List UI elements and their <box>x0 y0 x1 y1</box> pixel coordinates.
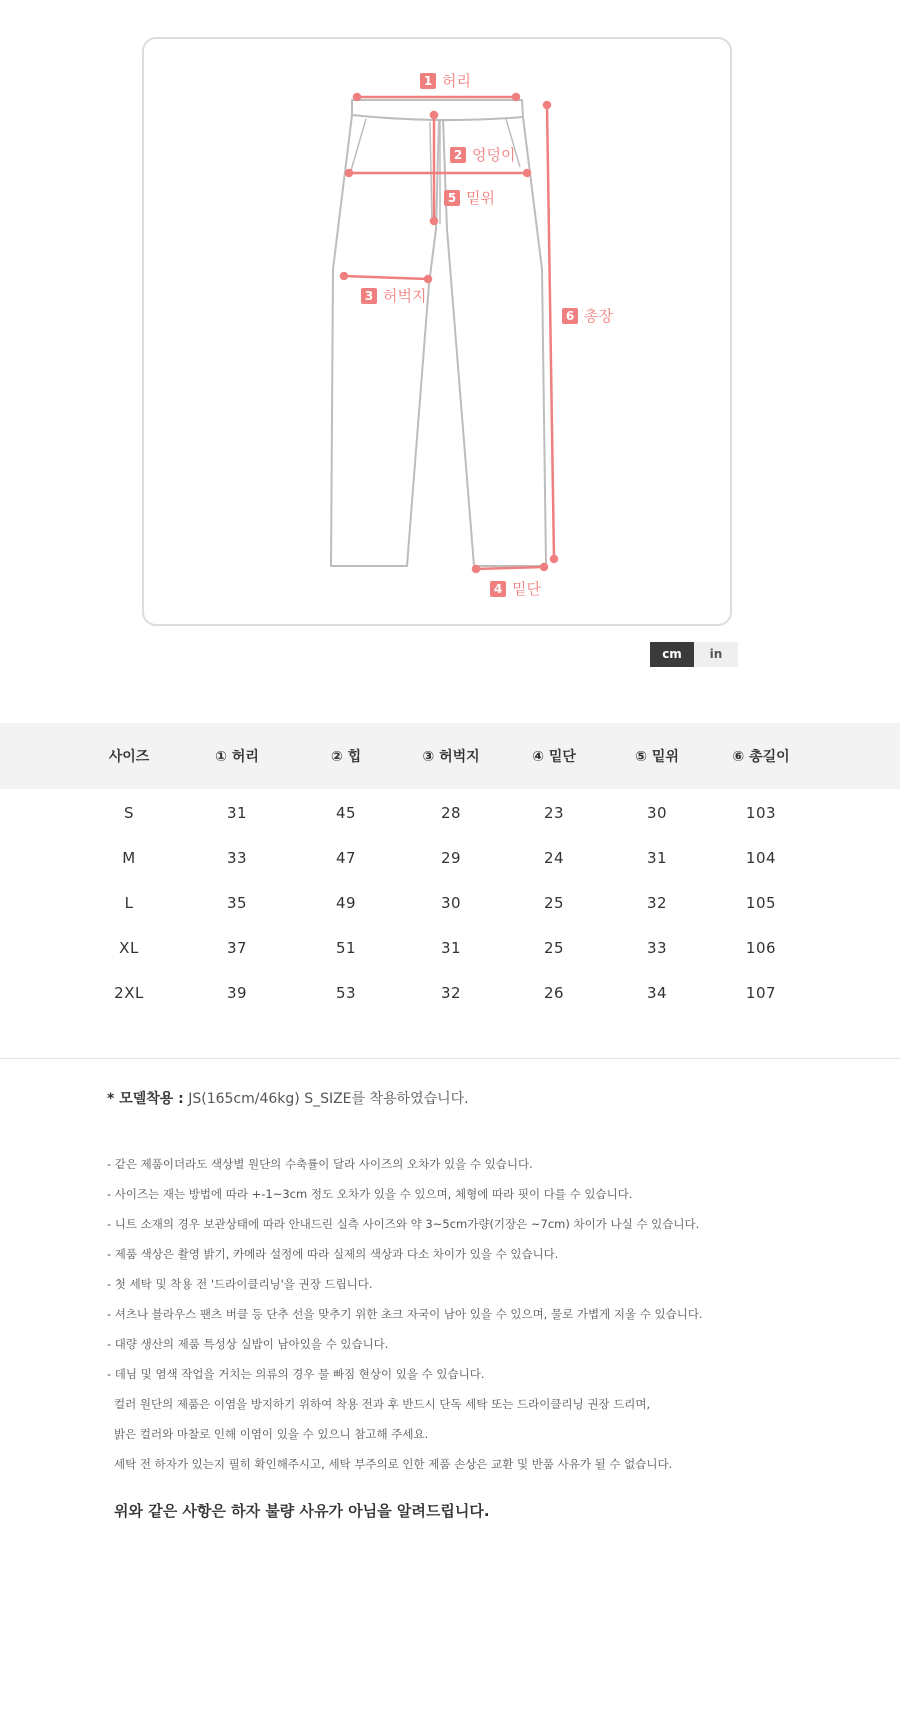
table-cell: S <box>123 804 135 822</box>
model-text: JS(165cm/46kg) S_SIZE를 착용하였습니다. <box>183 1091 469 1107</box>
table-cell: 104 <box>745 849 777 867</box>
header-waist: ① 허리 <box>215 749 259 765</box>
header-hip: ② 힙 <box>330 749 362 765</box>
table-cell: 32 <box>646 894 668 912</box>
table-cell: 31 <box>440 939 462 957</box>
note-line: - 데님 및 염색 작업을 거치는 의류의 경우 물 빠짐 현상이 있을 수 있습니다. <box>107 1367 485 1381</box>
label-text: 밑단 <box>512 580 541 598</box>
table-cell: 53 <box>335 984 357 1002</box>
label-number: 6 <box>562 308 578 324</box>
table-cell: 34 <box>646 984 668 1002</box>
table-cell: 35 <box>226 894 248 912</box>
rise-label <box>444 187 495 208</box>
measure-dot <box>341 273 347 279</box>
table-row <box>0 882 900 927</box>
model-label: * 모델착용 : <box>107 1091 184 1107</box>
table-cell: 37 <box>226 939 248 957</box>
label-number: 5 <box>444 190 460 206</box>
size-table-header <box>0 723 900 789</box>
right-leg-outline <box>443 117 546 566</box>
table-cell: 45 <box>335 804 357 822</box>
table-cell: 28 <box>440 804 462 822</box>
note-line: - 제품 색상은 촬영 밝기, 카메라 설정에 따라 실제의 색상과 다소 차이가 있을 수 있습니다. <box>107 1247 559 1261</box>
waist-label <box>420 70 471 91</box>
measure-dot <box>346 170 352 176</box>
label-text: 밑위 <box>466 189 495 207</box>
table-cell: 106 <box>745 939 777 957</box>
measure-dot <box>431 218 437 224</box>
note-line: 밝은 컬러와 마찰로 인해 이염이 있을 수 있으니 참고해 주세요. <box>114 1427 429 1441</box>
measure-dot <box>551 556 557 562</box>
care-notes <box>107 1149 703 1479</box>
table-cell: 47 <box>335 849 357 867</box>
table-row <box>0 972 900 1017</box>
table-cell: 31 <box>646 849 668 867</box>
table-cell: 33 <box>226 849 248 867</box>
unit-in-button[interactable]: in <box>694 642 738 667</box>
hip-label <box>450 144 515 165</box>
label-number: 2 <box>450 147 466 163</box>
table-cell: 33 <box>646 939 668 957</box>
size-table-body <box>0 792 900 1017</box>
table-cell: 26 <box>543 984 565 1002</box>
note-line: - 같은 제품이더라도 색상별 원단의 수축률이 달라 사이즈의 오차가 있을 수 있습니다. <box>107 1157 533 1171</box>
table-cell: 49 <box>335 894 357 912</box>
note-line: 세탁 전 하자가 있는지 필히 확인해주시고, 세탁 부주의로 인한 제품 손상은 교환 및 반품 사유가 될 수 없습니다. <box>114 1457 673 1471</box>
label-text: 엉덩이 <box>472 146 516 164</box>
measure-dot <box>473 566 479 572</box>
header-size: 사이즈 <box>108 749 150 765</box>
table-cell: 107 <box>745 984 777 1002</box>
note-line: - 셔츠나 블라우스 팬츠 버클 등 단추 선을 맞추기 위한 초크 자국이 남아 있을 수 있으며, 물로 가볍게 지울 수 있습니다. <box>107 1307 703 1321</box>
table-cell: 30 <box>440 894 462 912</box>
thigh-label <box>361 285 426 306</box>
label-number: 4 <box>490 581 506 597</box>
hem-measure-line <box>476 567 544 569</box>
divider <box>0 1058 900 1059</box>
thigh-measure-line <box>344 276 428 279</box>
note-line: - 니트 소재의 경우 보관상태에 따라 안내드린 실측 사이즈와 약 3~5cm가량(기장은 ~7cm) 차이가 나실 수 있습니다. <box>107 1217 700 1231</box>
header-thigh: ③ 허벅지 <box>422 749 480 765</box>
measure-dot <box>524 170 530 176</box>
header-hem: ④ 밑단 <box>532 749 576 765</box>
table-cell: M <box>122 849 136 867</box>
measure-dot <box>541 564 547 570</box>
table-cell: L <box>124 894 134 912</box>
label-text: 총장 <box>584 307 613 325</box>
measure-dot <box>425 276 431 282</box>
label-text: 허벅지 <box>383 287 427 305</box>
length-label <box>562 305 613 326</box>
note-line: - 첫 세탁 및 착용 전 '드라이클리닝'을 권장 드립니다. <box>107 1277 373 1291</box>
note-line: - 사이즈는 재는 방법에 따라 +-1~3cm 정도 오차가 있을 수 있으며, 체형에 따라 핏이 다를 수 있습니다. <box>107 1187 633 1201</box>
header-length: ⑥ 총길이 <box>732 749 790 765</box>
left-leg-outline <box>331 115 439 566</box>
table-row <box>0 837 900 882</box>
measure-dot <box>544 102 550 108</box>
table-cell: 25 <box>543 939 565 957</box>
note-line: - 대량 생산의 제품 특성상 실밥이 남아있을 수 있습니다. <box>107 1337 389 1351</box>
size-diagram <box>142 37 732 626</box>
table-cell: 32 <box>440 984 462 1002</box>
measure-dot <box>354 94 360 100</box>
table-cell: 103 <box>745 804 777 822</box>
model-info <box>107 1088 469 1108</box>
table-cell: 39 <box>226 984 248 1002</box>
table-cell: 30 <box>646 804 668 822</box>
table-cell: 23 <box>543 804 565 822</box>
disclaimer: 위와 같은 사항은 하자 불량 사유가 아님을 알려드립니다. <box>114 1502 490 1520</box>
table-cell: XL <box>119 939 139 957</box>
table-cell: 105 <box>745 894 777 912</box>
hem-label <box>490 578 541 599</box>
measure-dot <box>513 94 519 100</box>
table-cell: 2XL <box>114 984 144 1002</box>
table-cell: 24 <box>543 849 565 867</box>
table-row <box>0 792 900 837</box>
measure-dot <box>431 112 437 118</box>
unit-cm-button[interactable]: cm <box>650 642 694 667</box>
header-rise: ⑤ 밑위 <box>635 749 679 765</box>
table-cell: 29 <box>440 849 462 867</box>
label-number: 1 <box>420 73 436 89</box>
table-row <box>0 927 900 972</box>
length-measure-line <box>547 105 554 559</box>
pants-illustration <box>144 39 734 628</box>
table-cell: 31 <box>226 804 248 822</box>
note-line: 컬러 원단의 제품은 이염을 방지하기 위하여 착용 전과 후 반드시 단독 세탁 또는 드라이클리닝 권장 드리며, <box>114 1397 651 1411</box>
table-cell: 25 <box>543 894 565 912</box>
table-cell: 51 <box>335 939 357 957</box>
label-text: 허리 <box>442 72 471 90</box>
unit-toggle <box>650 642 738 667</box>
label-number: 3 <box>361 288 377 304</box>
